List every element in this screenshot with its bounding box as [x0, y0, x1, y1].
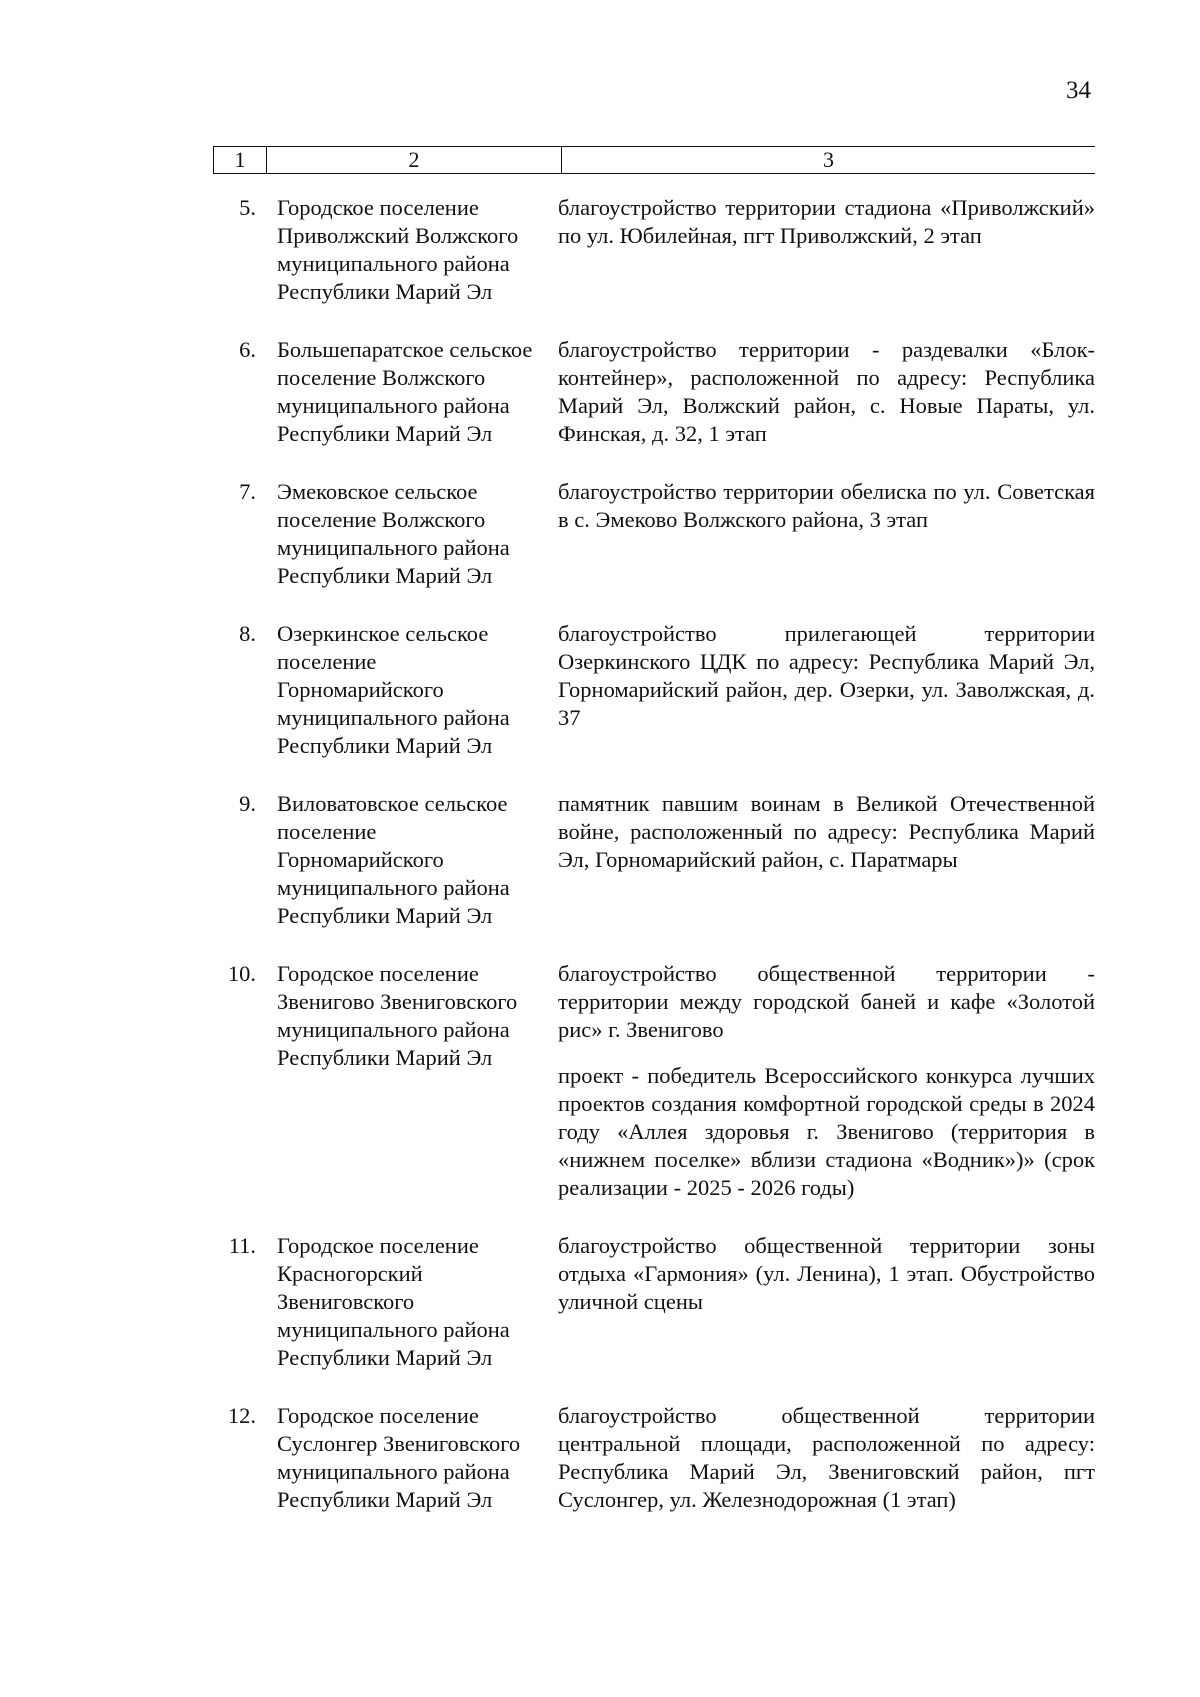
row-number: 6.	[239, 337, 256, 362]
description-paragraph: благоустройство общественной территории центральной площади, расположенной по адресу: Республика Марий Эл, Звениговский район, пгт Суслонгер, ул. Железнодорожная (1 этап)	[558, 1403, 1095, 1512]
header-col-1: 1	[214, 147, 267, 173]
project-description	[558, 1232, 1095, 1372]
settlement-name: Городское поселение Суслонгер Звениговского муниципального района Республики Марий Эл	[277, 1403, 521, 1512]
row-number: 10.	[227, 961, 256, 986]
description-paragraph: благоустройство территории стадиона «Приволжский» по ул. Юбилейная, пгт Приволжский, 2 этап	[558, 195, 1095, 248]
row-number: 8.	[239, 621, 256, 646]
description-paragraph: благоустройство территории обелиска по ул. Советская в с. Эмеково Волжского района, 3 этап	[558, 479, 1095, 532]
table-header	[213, 146, 1095, 174]
description-paragraph: памятник павшим воинам в Великой Отечественной войне, расположенный по адресу: Республика Марий Эл, Горномарийский район, с. Паратмары	[558, 791, 1095, 872]
settlement-name: Городское поселение Красногорский Звениговского муниципального района Республики Марий Эл	[277, 1233, 510, 1370]
table-row	[213, 194, 1095, 306]
project-description	[558, 960, 1095, 1202]
row-number: 9.	[239, 791, 256, 816]
settlement-name: Эмековское сельское поселение Волжского муниципального района Республики Марий Эл	[277, 479, 510, 588]
header-col-2: 2	[267, 147, 562, 173]
project-description	[558, 790, 1095, 930]
description-paragraph: проект - победитель Всероссийского конкурса лучших проектов создания комфортной городской среды в 2024 году «Аллея здоровья г. Звенигово (территория в «нижнем поселке» вблизи стадиона «Водник»)» (срок реализации - 2025 - 2026 годы)	[558, 1063, 1095, 1200]
project-description	[558, 478, 1095, 590]
description-paragraph: благоустройство прилегающей территории Озеркинского ЦДК по адресу: Республика Марий Эл, Горномарийский район, дер. Озерки, ул. Заволжская, д. 37	[558, 621, 1095, 730]
project-description	[558, 1402, 1095, 1514]
row-number: 5.	[239, 195, 256, 220]
description-paragraph: благоустройство общественной территории - территории между городской баней и кафе «Золотой рис» г. Звенигово	[558, 961, 1095, 1042]
table-row	[213, 620, 1095, 760]
page-number: 34	[1066, 77, 1091, 104]
table-row	[213, 1402, 1095, 1514]
table-row	[213, 1232, 1095, 1372]
settlement-name: Городское поселение Приволжский Волжского муниципального района Республики Марий Эл	[277, 195, 519, 304]
row-number: 7.	[239, 479, 256, 504]
project-description	[558, 620, 1095, 760]
row-number: 11.	[228, 1233, 256, 1258]
settlement-name: Виловатовское сельское поселение Горномарийского муниципального района Республики Марий Эл	[277, 791, 510, 928]
table-body	[213, 194, 1095, 1544]
description-paragraph: благоустройство общественной территории зоны отдыха «Гармония» (ул. Ленина), 1 этап. Обустройство уличной сцены	[558, 1233, 1095, 1314]
description-paragraph: благоустройство территории - раздевалки «Блок-контейнер», расположенной по адресу: Республика Марий Эл, Волжский район, с. Новые Параты, ул. Финская, д. 32, 1 этап	[558, 337, 1095, 446]
table-row	[213, 336, 1095, 448]
table-row	[213, 478, 1095, 590]
row-number: 12.	[227, 1403, 256, 1428]
project-description	[558, 194, 1095, 306]
settlement-name: Городское поселение Звенигово Звениговского муниципального района Республики Марий Эл	[277, 961, 518, 1070]
settlement-name: Озеркинское сельское поселение Горномарийского муниципального района Республики Марий Эл	[277, 621, 510, 758]
header-col-3: 3	[823, 147, 834, 172]
table-row	[213, 960, 1095, 1202]
table-row	[213, 790, 1095, 930]
settlement-name: Большепаратское сельское поселение Волжского муниципального района Республики Марий Эл	[277, 337, 533, 446]
project-description	[558, 336, 1095, 448]
